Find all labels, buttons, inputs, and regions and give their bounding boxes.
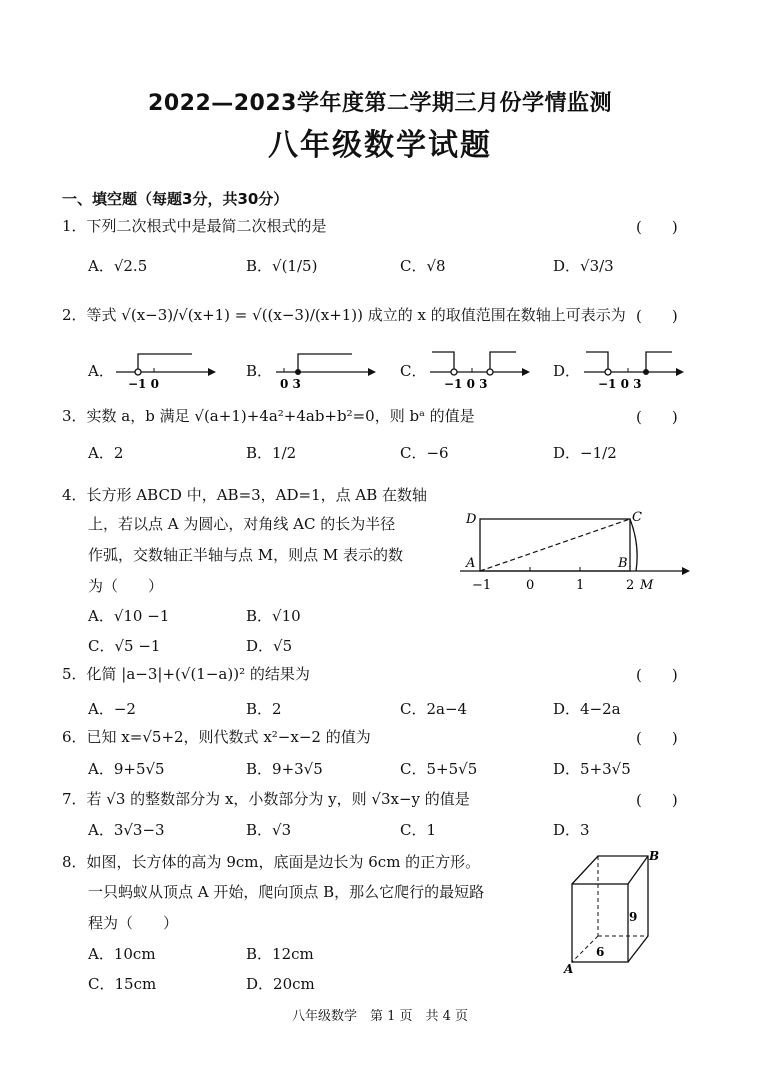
fig8-width: 6 <box>596 945 605 959</box>
fig4-label-m: M <box>640 578 654 593</box>
exam-subtitle: 八年级数学试题 <box>268 128 492 163</box>
q3-stem: 3．实数 a，b 满足 √(a+1)+4a²+4ab+b²=0，则 bᵃ 的值是 <box>62 407 475 425</box>
q3-option-c: C．−6 <box>400 444 449 462</box>
q2-number-line-d <box>580 346 690 392</box>
q3-option-b: B．1/2 <box>246 444 297 462</box>
q2-option-c: C． <box>400 362 427 380</box>
q4-figure <box>460 505 692 595</box>
page-footer: 八年级数学 第 1 页 共 4 页 <box>291 1009 469 1024</box>
q8-option-d: D．20cm <box>246 975 315 993</box>
q7-option-b: B．√3 <box>246 821 292 839</box>
fig4-label-b: B <box>618 556 628 571</box>
q4-stem-line4: 为（ ） <box>88 577 164 595</box>
q4-option-b: B．√10 <box>246 607 301 625</box>
q7-option-d: D．3 <box>553 821 590 839</box>
q5-option-d: D．4−2a <box>553 700 621 718</box>
q2-stem: 2．等式 √(x−3)/√(x+1) = √((x−3)/(x+1)) 成立的 x 的取值范围在数轴上可表示为 <box>62 306 626 324</box>
fig4-tick-2: 2 <box>626 578 635 593</box>
q8-option-b: B．12cm <box>246 945 314 963</box>
q2-number-line-a <box>112 346 222 392</box>
q7-stem: 7．若 √3 的整数部分为 x，小数部分为 y，则 √3x−y 的值是 <box>62 790 470 808</box>
q7-bracket: ( ) <box>636 791 678 809</box>
q3-option-a: A．2 <box>88 444 124 462</box>
q7-option-a: A．3√3−3 <box>88 821 165 839</box>
q1-option-d: D．√3/3 <box>553 257 614 275</box>
q2b-ticks: 0 3 <box>280 377 301 391</box>
q1-option-a: A．√2.5 <box>88 257 148 275</box>
q7-option-c: C．1 <box>400 821 437 839</box>
fig4-tick-0: 0 <box>526 578 535 593</box>
q2-bracket: ( ) <box>636 307 678 325</box>
fig4-tick-1: 1 <box>576 578 585 593</box>
fig4-label-c: C <box>632 510 642 525</box>
q2a-ticks: −1 0 <box>128 377 159 391</box>
q1-stem: 1．下列二次根式中是最简二次根式的是 <box>62 217 327 235</box>
q5-option-b: B．2 <box>246 700 282 718</box>
q8-stem-line2: 一只蚂蚁从顶点 A 开始，爬向顶点 B，那么它爬行的最短路 <box>88 883 485 901</box>
q1-bracket: ( ) <box>636 218 678 236</box>
q5-stem: 5．化简 |a−3|+(√(1−a))² 的结果为 <box>62 665 310 683</box>
q4-option-a: A．√10 −1 <box>88 607 170 625</box>
q8-option-a: A．10cm <box>88 945 156 963</box>
q4-stem-line3: 作弧，交数轴正半轴与点 M，则点 M 表示的数 <box>88 546 404 564</box>
q5-bracket: ( ) <box>636 666 678 684</box>
q8-cuboid-figure <box>560 846 670 976</box>
q5-option-c: C．2a−4 <box>400 700 468 718</box>
q2-option-a: A． <box>88 362 114 380</box>
q3-bracket: ( ) <box>636 408 678 426</box>
fig4-label-d: D <box>466 512 477 527</box>
q5-option-a: A．−2 <box>88 700 136 718</box>
q6-option-b: B．9+3√5 <box>246 760 323 778</box>
q4-option-c: C．√5 −1 <box>88 637 161 655</box>
q2c-ticks: −1 0 3 <box>444 377 488 391</box>
q6-option-c: C．5+5√5 <box>400 760 478 778</box>
q2-option-d: D． <box>553 362 581 380</box>
q2d-ticks: −1 0 3 <box>598 377 642 391</box>
q1-option-b: B．√(1/5) <box>246 257 318 275</box>
q4-stem-line1: 4．长方形 ABCD 中，AB=3，AD=1，点 AB 在数轴 <box>62 486 428 504</box>
q6-option-d: D．5+3√5 <box>553 760 631 778</box>
fig4-label-a: A <box>466 556 476 571</box>
q4-stem-line2: 上，若以点 A 为圆心，对角线 AC 的长为半径 <box>88 515 396 533</box>
q4-option-d: D．√5 <box>246 637 293 655</box>
fig8-label-b: B <box>649 849 660 863</box>
q2-number-line-c <box>426 346 536 392</box>
q6-bracket: ( ) <box>636 729 678 747</box>
q2-option-b: B． <box>246 362 273 380</box>
fig4-tick-neg1: −1 <box>472 578 492 593</box>
q1-option-c: C．√8 <box>400 257 446 275</box>
q6-option-a: A．9+5√5 <box>88 760 165 778</box>
q8-stem-line1: 8．如图，长方体的高为 9cm，底面是边长为 6cm 的正方形。 <box>62 853 481 871</box>
q6-stem: 6．已知 x=√5+2，则代数式 x²−x−2 的值为 <box>62 728 371 746</box>
fig8-height: 9 <box>629 910 638 924</box>
q8-option-c: C．15cm <box>88 975 157 993</box>
section-heading: 一、填空题（每题3分，共30分） <box>62 190 289 208</box>
fig8-label-a: A <box>564 962 574 976</box>
q2-number-line-b <box>272 346 382 392</box>
q8-stem-line3: 程为（ ） <box>88 914 179 932</box>
exam-title: 2022—2023学年度第二学期三月份学情监测 <box>148 91 612 116</box>
q3-option-d: D．−1/2 <box>553 444 617 462</box>
